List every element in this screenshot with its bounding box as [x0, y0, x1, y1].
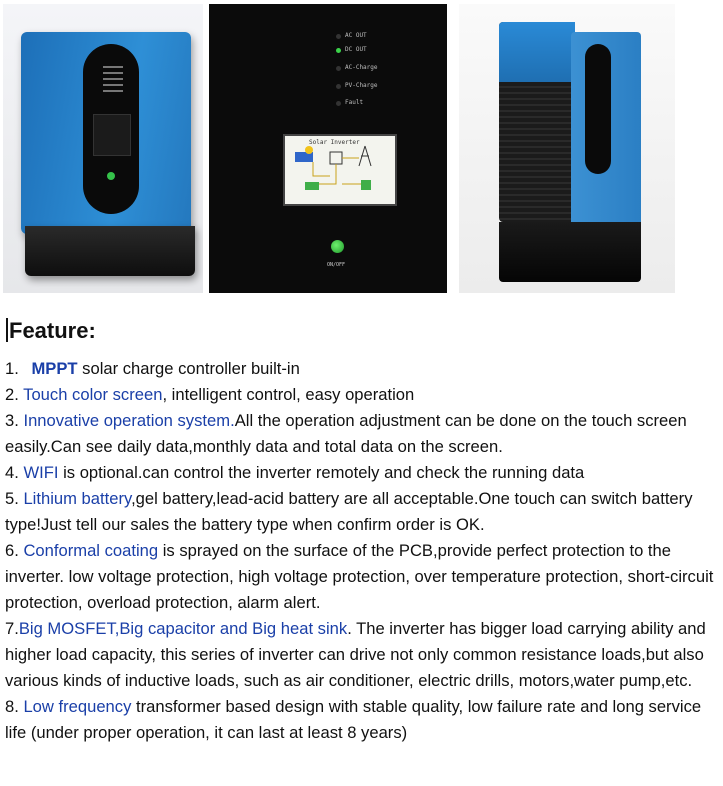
feature-item: 4. WIFI is optional.can control the inverter remotely and check the running data	[5, 463, 585, 482]
grid-tower-icon	[359, 146, 371, 166]
inverter-display	[93, 114, 131, 156]
feature-highlight: MPPT	[31, 359, 78, 378]
feature-highlight: Lithium battery	[23, 489, 132, 508]
led-label: DC OUT	[345, 46, 367, 53]
inverter-icon	[330, 152, 342, 164]
inverter-front-photo	[3, 4, 203, 293]
inverter-black-base	[25, 226, 195, 276]
on-off-button	[331, 240, 344, 253]
feature-highlight: Innovative operation system.	[23, 411, 235, 430]
battery-icon	[305, 182, 319, 190]
touch-screen	[283, 134, 397, 206]
feature-item: 2. Touch color screen, intelligent control, easy operation	[5, 385, 415, 404]
feature-list	[5, 356, 717, 746]
inverter-black-base	[499, 222, 641, 282]
feature-highlight: WIFI	[23, 463, 59, 482]
led-label: PV-Charge	[345, 82, 378, 89]
inverter-control-panel	[585, 44, 611, 174]
feature-item: 3. Innovative operation system.All the operation adjustment can be done on the touch screen easily.Can see daily data,monthly data and total data on the screen.	[5, 411, 687, 456]
feature-highlight: Low frequency	[23, 697, 132, 716]
feature-highlight: Conformal coating	[23, 541, 159, 560]
screen-title: Solar Inverter	[309, 139, 360, 146]
on-off-label: ON/OFF	[327, 262, 346, 268]
led-label: Fault	[345, 99, 364, 106]
inverter-control-panel	[83, 44, 139, 214]
feature-item: 1. MPPT solar charge controller built-in	[5, 359, 300, 378]
led-label: AC-Charge	[345, 64, 378, 71]
feature-heading	[6, 318, 96, 344]
feature-item: 6. Conformal coating is sprayed on the surface of the PCB,provide perfect protection to the inverter. low voltage protection, high voltage protection, over temperature protection, short-circuit protection, overload protection, alarm alert.	[5, 541, 714, 612]
heading-text: Feature:	[9, 318, 96, 343]
led-icon	[336, 48, 341, 53]
led-icon	[336, 84, 341, 89]
inverter-side-photo	[459, 4, 675, 293]
load-icon	[361, 180, 371, 190]
control-panel-photo	[209, 4, 447, 293]
feature-item: 8. Low frequency transformer based design with stable quality, low failure rate and long service life (under proper operation, it can last at least 8 years)	[5, 697, 702, 742]
indicator-leds	[103, 62, 123, 96]
power-button-icon	[107, 172, 115, 180]
feature-item: 5. Lithium battery,gel battery,lead-acid battery are all acceptable.One touch can switch battery type!Just tell our sales the battery type when confirm order is OK.	[5, 489, 693, 534]
sun-icon	[305, 146, 313, 154]
inverter-top-casing	[499, 22, 575, 82]
feature-item: 7.Big MOSFET,Big capacitor and Big heat sink. The inverter has bigger load carrying ability and higher load capacity, this series of inverter can drive not only common resistance loads,but also various kinds of inductive loads, such as air conditioner, electric drills, motors,water pump,etc.	[5, 619, 706, 690]
led-label: AC OUT	[345, 32, 367, 39]
led-icon	[336, 34, 341, 39]
led-icon	[336, 66, 341, 71]
led-icon	[336, 101, 341, 106]
inverter-blue-casing	[21, 32, 191, 234]
power-flow-diagram	[285, 136, 395, 204]
feature-highlight: Touch color screen	[23, 385, 163, 404]
feature-highlight: Big MOSFET,Big capacitor and Big heat sink	[18, 619, 348, 638]
